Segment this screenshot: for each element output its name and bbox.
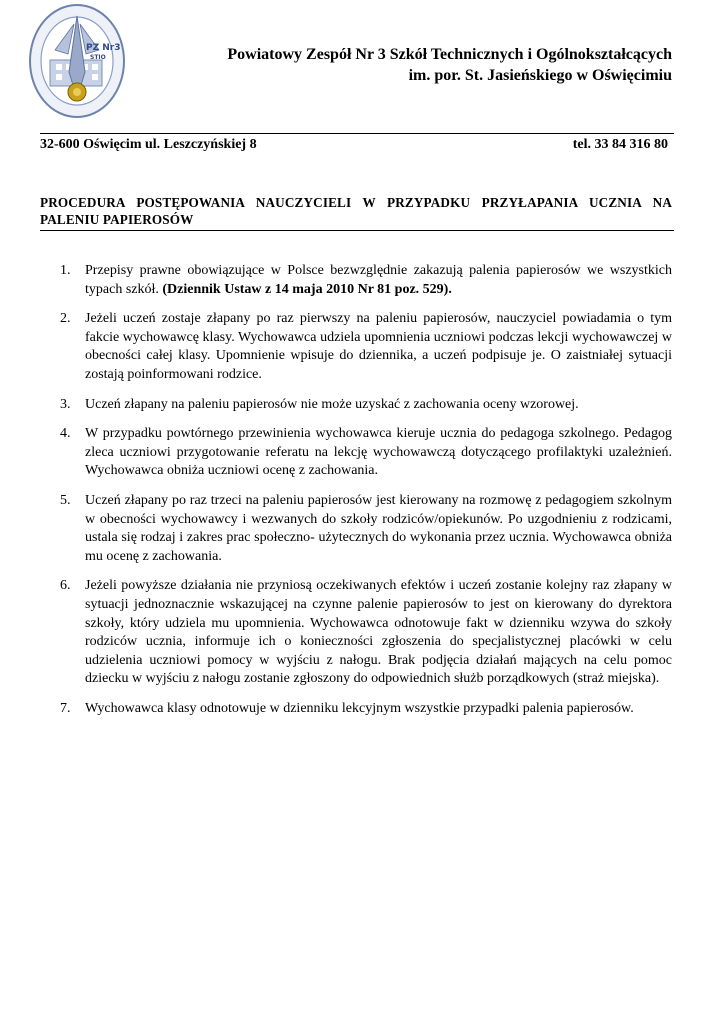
header-divider [40, 133, 674, 134]
title-divider [40, 230, 674, 231]
list-item-number: 7. [60, 700, 71, 716]
list-item-text: W przypadku powtórnego przewinienia wychowawca kieruje ucznia do pedagoga szkolnego. Pedagog zleca uczniowi przygotowanie referatu na lekcję wychowawczą dotyczącego profilaktyki uzależnień. Wychowawca obniża uczniowi ocenę z zachowania. [85, 426, 672, 479]
logo-text-sub: STIO [90, 54, 106, 61]
school-name [227, 44, 672, 86]
list-item [60, 492, 672, 566]
school-name-line1: Powiatowy Zespół Nr 3 Szkół Technicznych i Ogólnokształcących [227, 46, 672, 63]
list-item-number: 4. [60, 426, 71, 442]
list-item-number: 5. [60, 492, 71, 508]
list-item [60, 577, 672, 689]
list-item [60, 310, 672, 384]
list-item-text: Wychowawca klasy odnotowuje w dzienniku lekcyjnym wszystkie przypadki palenia papierosów. [85, 700, 634, 716]
school-name-line2: im. por. St. Jasieńskiego w Oświęcimiu [408, 67, 672, 84]
legal-reference: (Dziennik Ustaw z 14 maja 2010 Nr 81 poz. 529). [162, 281, 452, 297]
list-item-text: Jeżeli uczeń zostaje złapany po raz pierwszy na paleniu papierosów, nauczyciel powiadamia o tym fakcie wychowawcę klasy. Wychowawca udziela upomnienia uczniowi podczas lekcji wychowawczej w obecności całej klasy. Upomnienie wpisuje do dziennika, a uczeń podpisuje je. O zaistniałej sytuacji zostają poinformowani rodzice. [85, 311, 672, 382]
list-item-text: Uczeń złapany po raz trzeci na paleniu papierosów jest kierowany na rozmowę z pedagogiem szkolnym w obecności wychowawcy i wezwanych do szkoły rodziców/opiekunów. Po uzgodnieniu z rodzicami, ustala się rodzaj i zakres prac społeczno- użytecznych do wykonania przez ucznia. Wychowawca obniża mu ocenę z zachowania. [85, 492, 672, 564]
list-item [60, 396, 672, 415]
procedure-title: PROCEDURA POSTĘPOWANIA NAUCZYCIELI W PRZYPADKU PRZYŁAPANIA UCZNIA NA PALENIU PAPIEROSÓW [40, 195, 672, 227]
list-item-number: 2. [60, 311, 71, 327]
list-item-text: Jeżeli powyższe działania nie przyniosą oczekiwanych efektów i uczeń zostanie kolejny raz złapany w sytuacji jednoznacznie wskazującej na czynne palenie papierosów to jest on kierowany do dyrektora szkoły, który udziela mu upomnienia. Wychowawca odnotowuje fakt w dzienniku wzywa do szkoły rodziców ucznia, informuje ich o konieczności zgłoszenia do specjalistycznej placówki w celu udzielenia uczniowi pomocy w wyjściu z nałogu. Brak podjęcia działań mających na celu pomoc dziecku w wyjściu z nałogu zostanie zgłoszony do odpowiednich służb porządkowych (straż miejska). [85, 578, 672, 687]
contact-bar [40, 136, 668, 154]
logo-text-main: PZ Nr3 [86, 43, 121, 53]
school-address: 32-600 Oświęcim ul. Leszczyńskiej 8 [40, 137, 257, 152]
list-item-number: 6. [60, 578, 71, 594]
school-logo [28, 2, 126, 120]
list-item [60, 425, 672, 481]
list-item [60, 262, 672, 299]
school-phone: tel. 33 84 316 80 [572, 137, 668, 152]
list-item-text: Przepisy prawne obowiązujące w Polsce bezwzględnie zakazują palenia papierosów we wszystkich typach szkół. (Dziennik Ustaw z 14 maja 2010 Nr 81 poz. 529). [85, 263, 672, 297]
list-item-number: 1. [60, 263, 71, 278]
list-item-number: 3. [60, 396, 71, 412]
procedure-list [60, 262, 672, 729]
list-item-text: Uczeń złapany na paleniu papierosów nie może uzyskać z zachowania oceny wzorowej. [85, 396, 579, 412]
list-item [60, 700, 672, 719]
